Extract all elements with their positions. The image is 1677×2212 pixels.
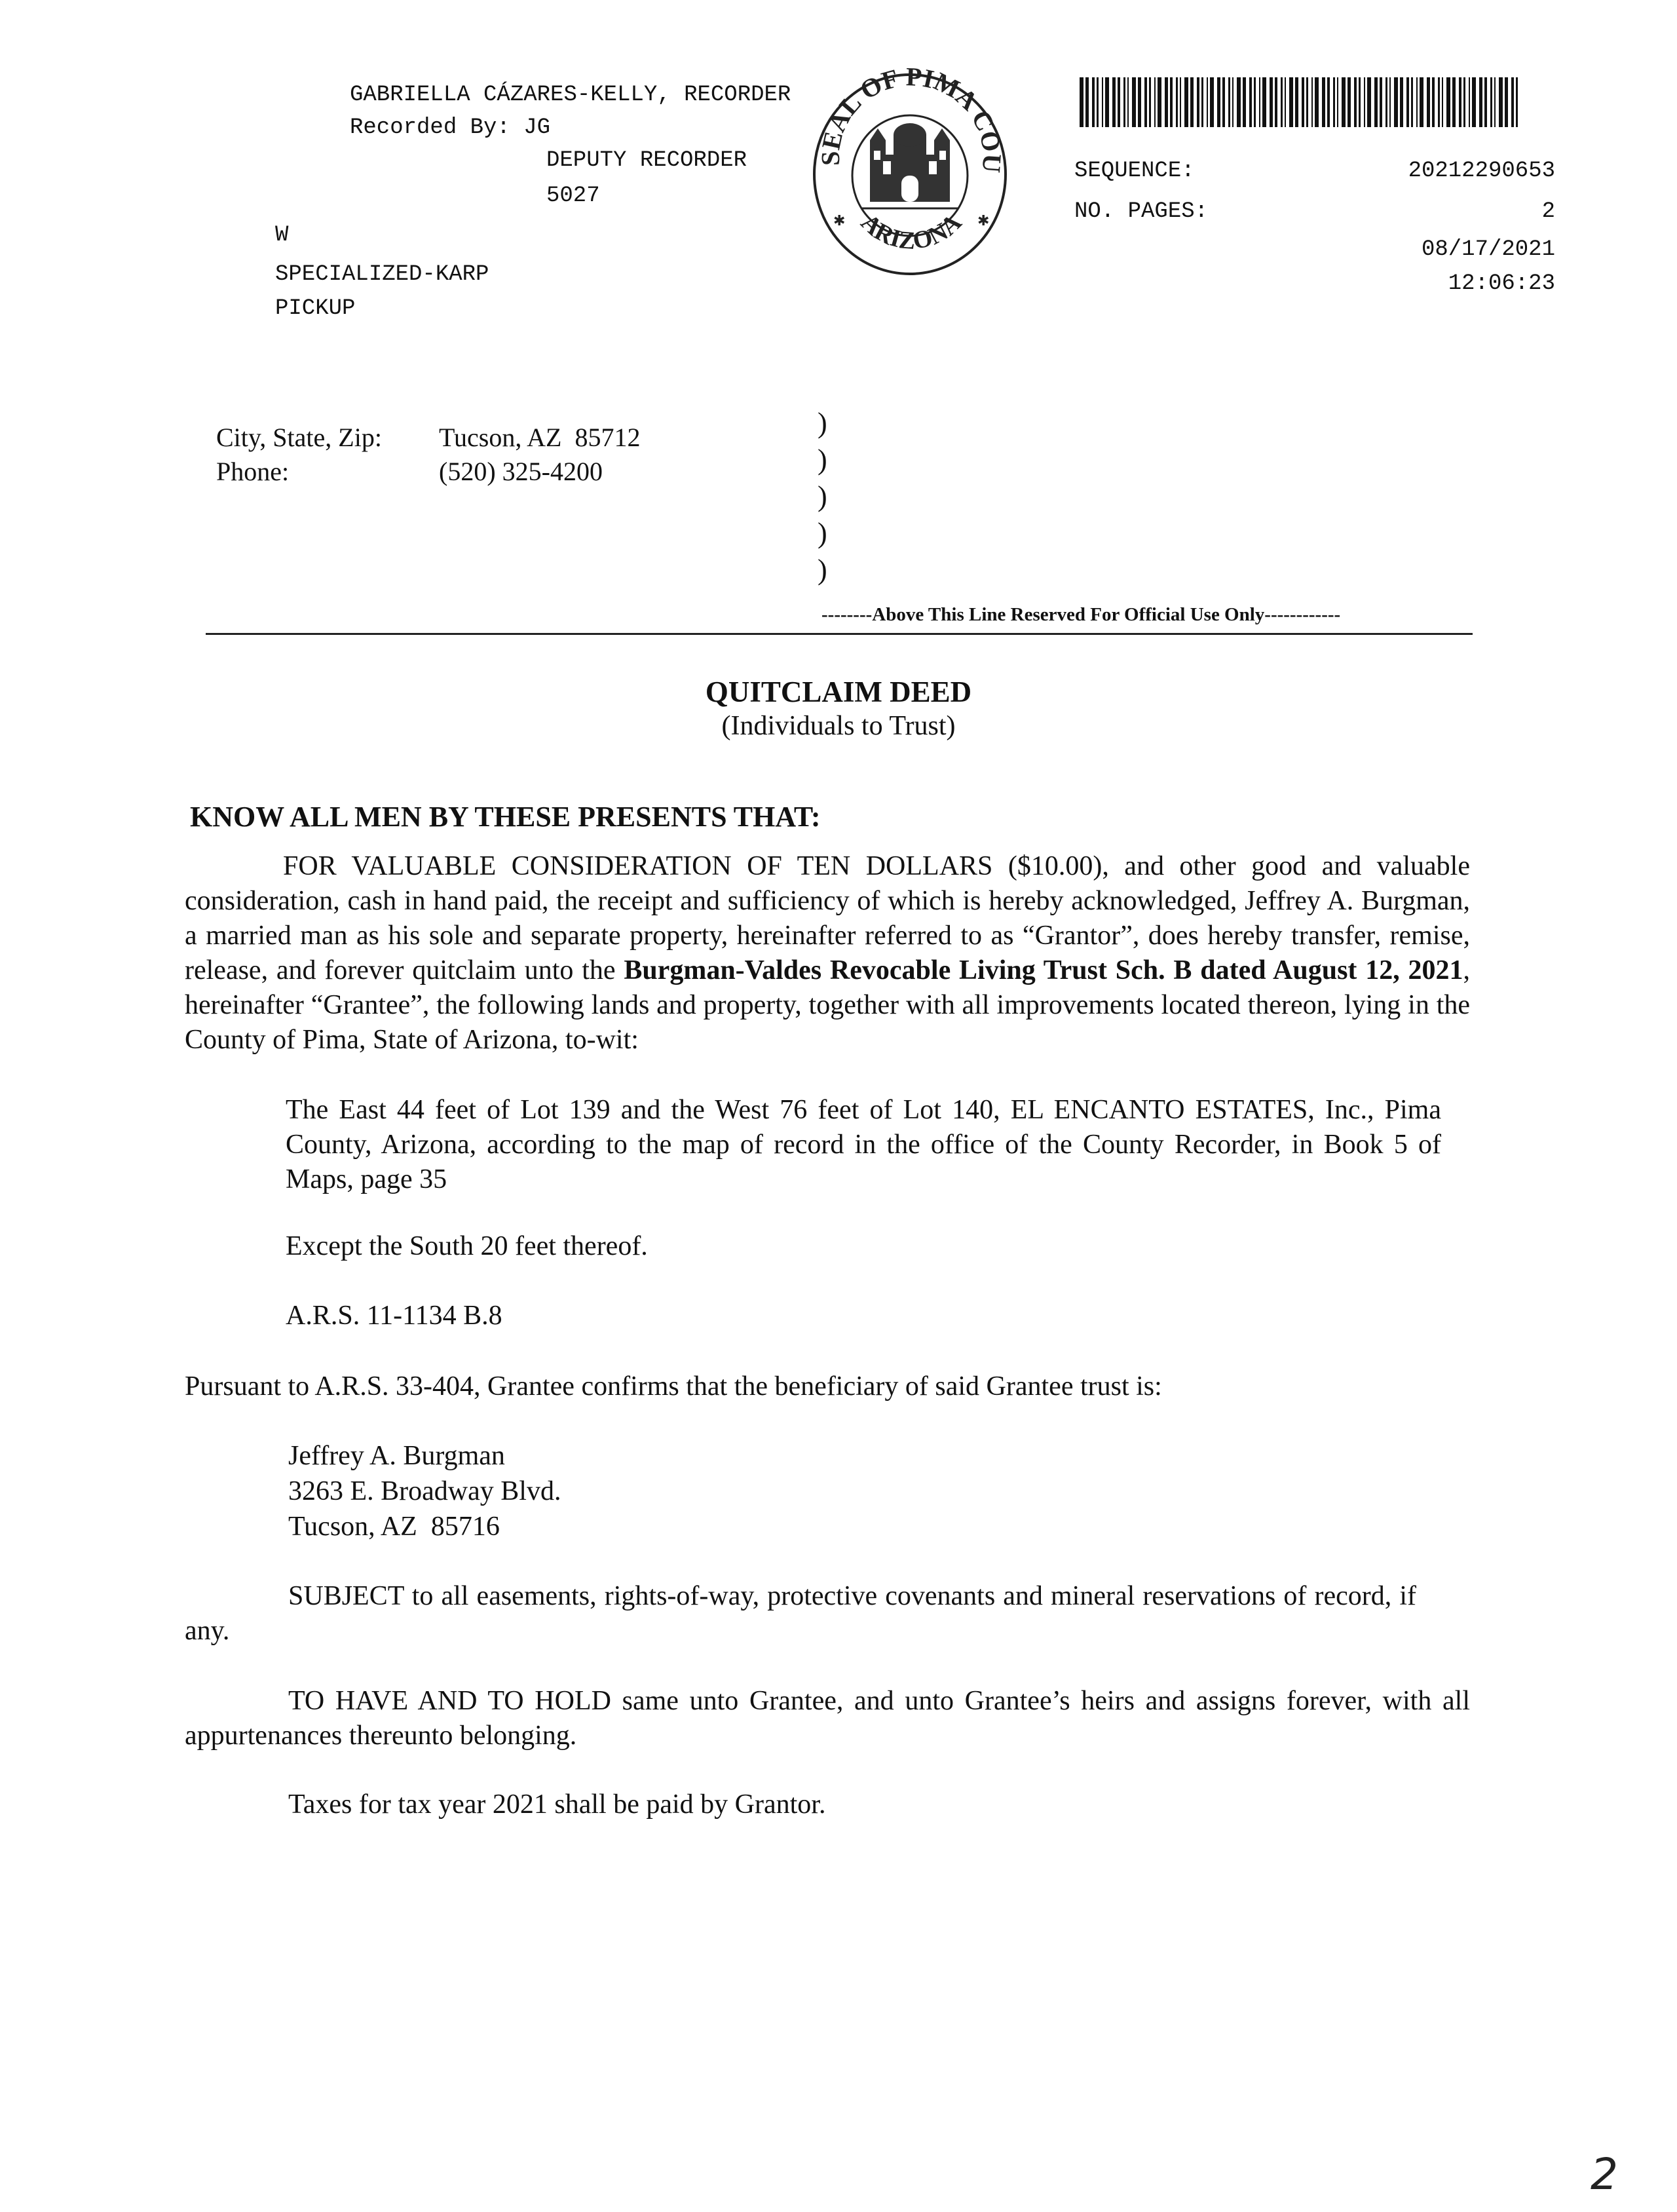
- ars-exemption: A.R.S. 11-1134 B.8: [286, 1301, 502, 1331]
- barcode-bar: [1158, 77, 1161, 127]
- barcode-bar: [1400, 77, 1403, 127]
- barcode-bar: [1144, 77, 1147, 127]
- barcode-bar: [1315, 77, 1319, 127]
- svg-text:ARIZONA: ARIZONA: [855, 208, 968, 256]
- sequence-value: 20212290653: [1408, 159, 1555, 183]
- barcode-bar: [1354, 77, 1357, 127]
- barcode-bar: [1311, 77, 1313, 127]
- barcode-bar: [1327, 77, 1330, 127]
- deed-heading: KNOW ALL MEN BY THESE PRESENTS THAT:: [190, 801, 821, 833]
- pages-value: 2: [1541, 199, 1555, 224]
- phone-label: Phone:: [216, 457, 290, 486]
- deputy-recorder-number: 5027: [546, 183, 600, 208]
- barcode-bar: [1427, 77, 1430, 127]
- barcode-bar: [1132, 77, 1136, 127]
- barcode-bar: [1494, 77, 1496, 127]
- barcode-bar: [1306, 77, 1308, 127]
- barcode-bar: [1217, 77, 1220, 127]
- document-title: QUITCLAIM DEED: [705, 676, 972, 708]
- barcode-bar: [1295, 77, 1298, 127]
- form-bracket: ): [818, 480, 827, 512]
- barcode-bar: [1092, 77, 1095, 127]
- barcode-bar: [1184, 77, 1188, 127]
- pages-label: NO. PAGES:: [1074, 199, 1209, 224]
- official-use-divider: [206, 633, 1473, 635]
- barcode-bar: [1080, 77, 1083, 127]
- barcode-bar: [1367, 77, 1371, 127]
- legal-description: The East 44 feet of Lot 139 and the West 76 feet of Lot 140, EL ENCANTO ESTATES, Inc., Pima County, Arizona, according to the map of record in the office of the County Recorder, in Book 5 of Maps, page 35: [286, 1095, 1441, 1194]
- grantee-trust-name: Burgman-Valdes Revocable Living Trust Sch. B dated August 12, 2021: [624, 955, 1463, 985]
- svg-text:✱: ✱: [977, 212, 990, 229]
- svg-text:✱: ✱: [833, 212, 846, 229]
- barcode-bar: [1479, 77, 1482, 127]
- deputy-recorder-title: DEPUTY RECORDER: [546, 148, 747, 173]
- barcode-bar: [1254, 77, 1256, 127]
- barcode-bar: [1490, 77, 1492, 127]
- barcode-bar: [1259, 77, 1260, 127]
- delivery-method: PICKUP: [275, 296, 356, 321]
- beneficiary-street: 3263 E. Broadway Blvd.: [288, 1476, 561, 1506]
- barcode-bar: [1285, 77, 1286, 127]
- page-number: 2: [1591, 2149, 1618, 2200]
- svg-text:THE SEAL OF PIMA COUNTY: SEAL OF PIMA COU: [815, 63, 1008, 174]
- form-bracket: ): [818, 554, 827, 586]
- barcode-bar: [1165, 77, 1168, 127]
- barcode-bar: [1342, 77, 1346, 127]
- habendum-clause: TO HAVE AND TO HOLD same unto Grantee, and unto Grantee’s heirs and assigns forever, with all appurtenances thereunto belonging.: [185, 1686, 1470, 1751]
- barcode-bar: [1442, 77, 1443, 127]
- barcode-bar: [1406, 77, 1409, 127]
- barcode-bar: [1102, 77, 1103, 127]
- barcode-bar: [1452, 77, 1456, 127]
- barcode-bar: [1438, 77, 1440, 127]
- barcode-bar: [1270, 77, 1273, 127]
- barcode-bar: [1228, 77, 1230, 127]
- barcode-bar: [1207, 77, 1208, 127]
- document-code: W: [275, 223, 289, 248]
- barcode-bar: [1210, 77, 1214, 127]
- subject-clause: SUBJECT to all easements, rights-of-way, protective covenants and mineral reservations of record, if any.: [185, 1581, 1416, 1646]
- form-bracket: ): [818, 444, 827, 476]
- city-state-zip-label: City, State, Zip:: [216, 423, 382, 452]
- form-bracket: ): [818, 517, 827, 549]
- barcode-bar: [1499, 77, 1503, 127]
- barcode-icon: [1080, 77, 1522, 127]
- consideration-text-a: FOR VALUABLE CONSIDERATION OF TEN DOLLARS ($10.00), and other good and valuable consideration, cash in hand paid, the receipt and sufficiency of which is hereby acknowledged, Jeffrey A. Burgman, a married man as his sole and separate property, hereinafter referred to as “Grantor”, does hereby transfer, remise, release, and forever quitclaim unto the: [185, 851, 1470, 985]
- barcode-bar: [1511, 77, 1514, 127]
- document-subtitle: (Individuals to Trust): [721, 711, 956, 741]
- recorder-name: GABRIELLA CÁZARES-KELLY, RECORDER: [350, 83, 791, 107]
- city-state-zip-value: Tucson, AZ 85712: [439, 423, 641, 452]
- barcode-bar: [1170, 77, 1173, 127]
- barcode-bar: [1374, 77, 1378, 127]
- recording-date: 08/17/2021: [1421, 237, 1555, 262]
- recording-barcode: [1080, 77, 1522, 127]
- barcode-bar: [1411, 77, 1413, 127]
- tax-clause: Taxes for tax year 2021 shall be paid by Grantor.: [288, 1789, 826, 1820]
- barcode-bar: [1484, 77, 1487, 127]
- barcode-bar: [1176, 77, 1178, 127]
- beneficiary-name: Jeffrey A. Burgman: [288, 1441, 505, 1471]
- beneficiary-city: Tucson, AZ 85716: [288, 1512, 500, 1542]
- barcode-bar: [1123, 77, 1125, 127]
- barcode-bar: [1420, 77, 1423, 127]
- recording-time: 12:06:23: [1448, 271, 1555, 296]
- sequence-label: SEQUENCE:: [1074, 159, 1195, 183]
- barcode-bar: [1302, 77, 1304, 127]
- barcode-bar: [1347, 77, 1351, 127]
- exception-clause: Except the South 20 feet thereof.: [286, 1231, 648, 1261]
- barcode-bar: [1516, 77, 1518, 127]
- barcode-bar: [1385, 77, 1387, 127]
- barcode-bar: [1322, 77, 1325, 127]
- barcode-bar: [1149, 77, 1151, 127]
- barcode-bar: [1337, 77, 1338, 127]
- barcode-bar: [1237, 77, 1241, 127]
- barcode-bar: [1138, 77, 1141, 127]
- form-bracket: ): [818, 407, 827, 439]
- barcode-bar: [1281, 77, 1283, 127]
- recorded-by: Recorded By: JG: [350, 115, 551, 140]
- pima-county-seal-icon: [810, 63, 1010, 279]
- barcode-bar: [1201, 77, 1203, 127]
- barcode-bar: [1275, 77, 1277, 127]
- barcode-bar: [1243, 77, 1246, 127]
- barcode-bar: [1249, 77, 1252, 127]
- barcode-bar: [1333, 77, 1335, 127]
- barcode-bar: [1389, 77, 1391, 127]
- barcode-bar: [1180, 77, 1181, 127]
- barcode-bar: [1469, 77, 1470, 127]
- barcode-bar: [1112, 77, 1116, 127]
- barcode-bar: [1197, 77, 1199, 127]
- barcode-bar: [1232, 77, 1234, 127]
- barcode-bar: [1085, 77, 1089, 127]
- barcode-bar: [1459, 77, 1461, 127]
- barcode-bar: [1097, 77, 1099, 127]
- county-seal: [810, 63, 1010, 279]
- barcode-bar: [1118, 77, 1120, 127]
- barcode-bar: [1463, 77, 1465, 127]
- barcode-bar: [1394, 77, 1398, 127]
- barcode-bar: [1432, 77, 1435, 127]
- barcode-bar: [1472, 77, 1476, 127]
- barcode-bar: [1505, 77, 1508, 127]
- barcode-bar: [1380, 77, 1382, 127]
- barcode-bar: [1364, 77, 1365, 127]
- barcode-bar: [1416, 77, 1418, 127]
- barcode-bar: [1359, 77, 1361, 127]
- barcode-bar: [1446, 77, 1450, 127]
- barcode-bar: [1154, 77, 1156, 127]
- agent-name: SPECIALIZED-KARP: [275, 262, 489, 287]
- official-use-notice: --------Above This Line Reserved For Official Use Only------------: [821, 604, 1341, 625]
- barcode-bar: [1222, 77, 1225, 127]
- barcode-bar: [1127, 77, 1129, 127]
- phone-value: (520) 325-4200: [439, 457, 603, 486]
- beneficiary-statement: Pursuant to A.R.S. 33-404, Grantee confirms that the beneficiary of said Grantee trust is:: [185, 1371, 1162, 1402]
- barcode-bar: [1190, 77, 1194, 127]
- consideration-paragraph: [185, 849, 1470, 1058]
- barcode-bar: [1105, 77, 1109, 127]
- barcode-bar: [1289, 77, 1293, 127]
- barcode-bar: [1262, 77, 1266, 127]
- consideration-text-b: , hereinafter “Grantee”, the following lands and property, together with all improvements located thereon, lying in the County of Pima, State of Arizona, to-wit:: [185, 955, 1471, 1055]
